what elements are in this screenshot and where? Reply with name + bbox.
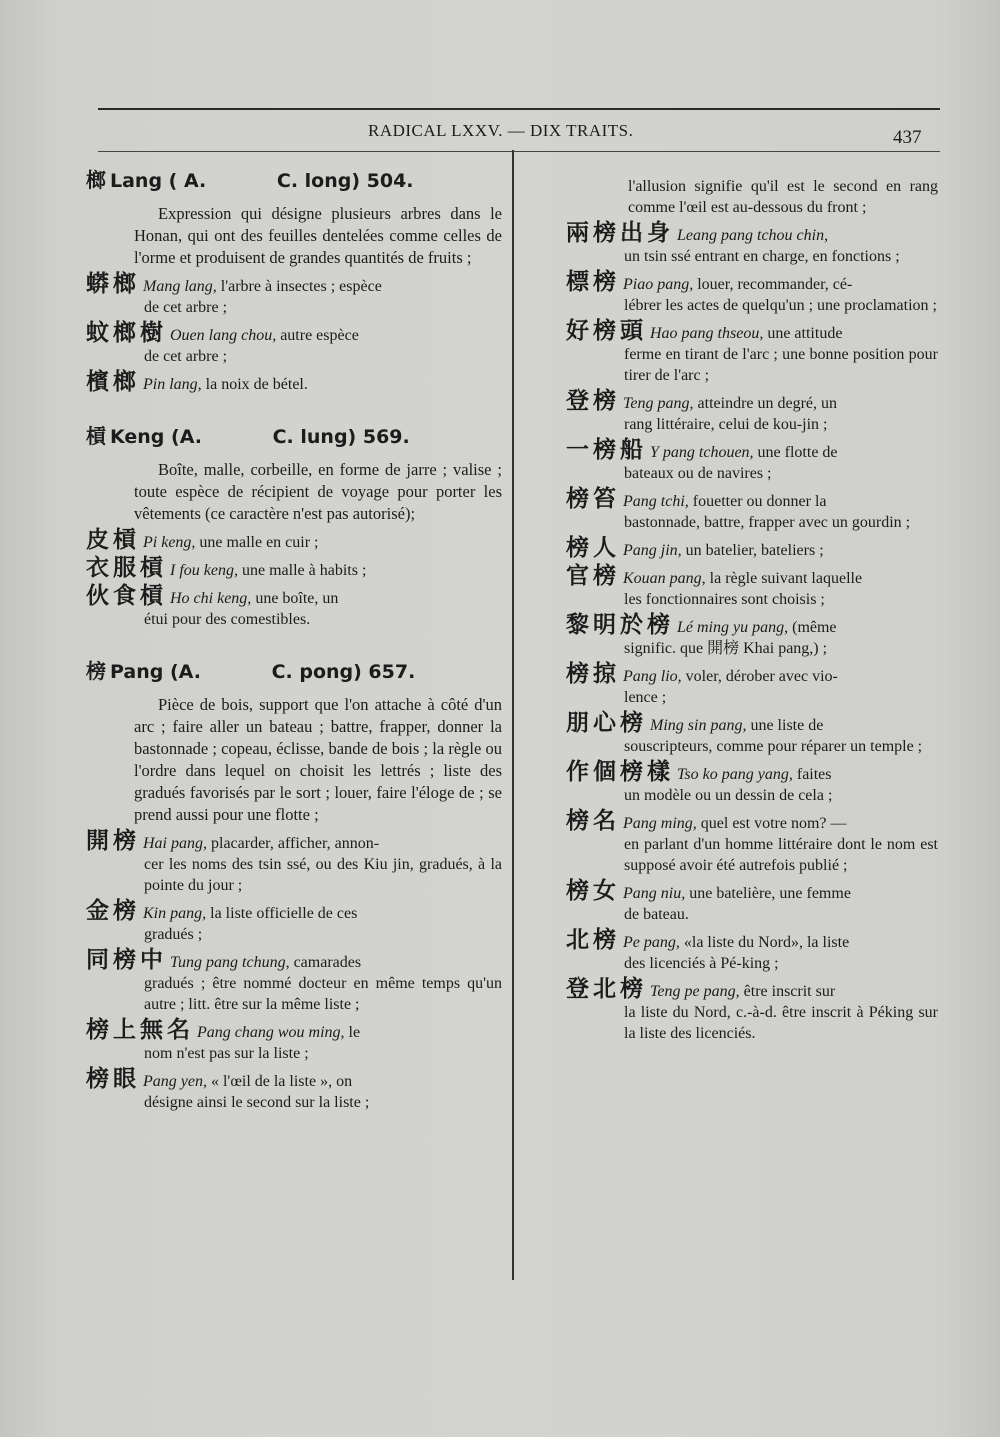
compound-romanization: Teng pe pang, [650,983,740,1000]
top-rule [98,108,940,110]
compound-gloss: la règle suivant laquelle [705,570,863,587]
compound-gloss: une attitude [763,325,843,342]
compound-hanzi: 好榜頭 [566,318,647,344]
compound-entry [566,535,938,561]
compound-hanzi: 兩榜出身 [566,220,674,246]
compound-hanzi: 登北榜 [566,976,647,1002]
compound-gloss-continuation: de cet arbre ; [144,299,228,316]
compound-hanzi: 榜上無名 [86,1017,194,1043]
compound-gloss-continuation: les fonctionnaires sont choisis ; [624,591,825,608]
compound-gloss-continuation: de bateau. [624,906,689,923]
compound-gloss-continuation: gradués ; [144,926,203,943]
compound-hanzi: 黎明於榜 [566,612,674,638]
compound-romanization: Leang pang tchou chin, [677,227,829,244]
compound-gloss-continuation: un tsin ssé entrant en charge, en fonctions ; [624,248,900,265]
compound-gloss: une liste de [746,717,824,734]
compound-gloss: le [344,1024,361,1041]
compound-romanization: Tso ko pang yang, [677,766,793,783]
headword-lang [86,164,502,193]
compound-hanzi: 皮槓 [86,527,140,553]
header-rule [98,151,940,152]
compound-entry [86,369,502,395]
compound-gloss-continuation: en parlant d'un homme littéraire dont le nom est supposé avoir été autrefois publié ; [624,836,938,874]
compound-gloss: « l'œil de la liste », on [206,1073,353,1090]
compound-gloss: louer, recommander, cé- [693,276,853,293]
compound-entry [86,320,502,367]
compound-gloss-continuation: un modèle ou un dessin de cela ; [624,787,833,804]
definition-text: Expression qui désigne plusieurs arbres dans le Honan, qui ont des feuilles dentelées comme celles de l'orme et produisent de grandes quantités de fruits ; [134,204,502,267]
headword-romanization: Keng (A. [110,426,202,448]
compound-list [86,271,502,395]
headword-romanization: Lang ( A. [110,170,207,192]
compound-entry [86,1017,502,1064]
compound-hanzi: 朋心榜 [566,710,647,736]
compound-gloss: une flotte de [753,444,838,461]
definition-text: Boîte, malle, corbeille, en forme de jarre ; valise ; toute espèce de récipient de voyage pour porter les vêtements (ce caractère n'est pas autorisé); [134,460,502,523]
compound-gloss: être inscrit sur [739,983,836,1000]
compound-entry [86,1066,502,1113]
compound-gloss: l'arbre à insectes ; espèce [216,278,382,295]
headword-hanzi: 榔 [86,168,106,192]
headword-reference: C. lung) 569. [272,426,410,448]
compound-romanization: Pe pang, [623,934,680,951]
compound-gloss: une malle à habits ; [237,562,367,579]
compound-romanization: Hao pang thseou, [650,325,764,342]
compound-entry [86,271,502,318]
compound-entry [566,710,938,757]
compound-hanzi: 伙食槓 [86,583,167,609]
compound-gloss-continuation: étui pour des comestibles. [144,611,311,628]
compound-gloss-continuation: désigne ainsi le second sur la liste ; [144,1094,370,1111]
page-number: 437 [893,127,922,148]
column-divider [512,150,514,1280]
compound-romanization: Pang niu, [623,885,686,902]
compound-entry [566,878,938,925]
compound-romanization: Teng pang, [623,395,694,412]
compound-romanization: Ouen lang chou, [170,327,277,344]
compound-gloss: quel est votre nom? — [696,815,847,832]
compound-list [566,220,938,1044]
compound-hanzi: 榜名 [566,808,620,834]
compound-hanzi: 蚊榔樹 [86,320,167,346]
continued-text: l'allusion signifie qu'il est le second en rang comme l'œil est au-dessous du front ; [628,178,938,216]
compound-romanization: Pang lio, [623,668,682,685]
compound-entry [566,486,938,533]
compound-list [86,527,502,630]
compound-entry [86,898,502,945]
compound-romanization: Ming sin pang, [650,717,747,734]
entry-section-pang [86,655,502,1113]
compound-romanization: Kin pang, [143,905,207,922]
compound-entry [566,318,938,386]
compound-gloss: voler, dérober avec vio- [681,668,838,685]
compound-gloss: un batelier, bateliers ; [681,542,824,559]
compound-romanization: Lé ming yu pang, [677,619,789,636]
compound-entry [86,828,502,896]
entry-section-keng [86,420,502,630]
compound-gloss: la liste officielle de ces [206,905,358,922]
compound-romanization: Ho chi keng, [170,590,252,607]
running-header [98,117,940,151]
headword-romanization: Pang (A. [110,661,201,683]
compound-hanzi: 榜人 [566,535,620,561]
compound-gloss-continuation: nom n'est pas sur la liste ; [144,1045,309,1062]
compound-gloss-continuation: bastonnade, battre, frapper avec un gourdin ; [624,514,911,531]
entry-section-lang [86,164,502,395]
compound-entry [566,563,938,610]
right-column [566,164,938,1047]
headword-reference: C. long) 504. [276,170,414,192]
compound-gloss-continuation: cer les noms des tsin ssé, ou des Kiu jin, gradués, à la pointe du jour ; [144,856,502,894]
compound-hanzi: 榜掠 [566,661,620,687]
compound-romanization: Pang yen, [143,1073,207,1090]
compound-hanzi: 官榜 [566,563,620,589]
compound-entry [86,555,502,581]
compound-hanzi: 作個榜樣 [566,759,674,785]
compound-hanzi: 同榜中 [86,947,167,973]
headword-keng [86,420,502,449]
compound-entry [566,976,938,1044]
compound-hanzi: 榜笞 [566,486,620,512]
compound-entry [566,220,938,267]
compound-gloss: la noix de bétel. [201,376,308,393]
compound-romanization: Pang tchi, [623,493,689,510]
compound-romanization: Pang ming, [623,815,697,832]
compound-entry [566,612,938,659]
header-title: RADICAL LXXV. — DIX TRAITS. [368,121,634,140]
compound-hanzi: 開榜 [86,828,140,854]
compound-entry [566,661,938,708]
compound-hanzi: 榜女 [566,878,620,904]
compound-romanization: Pang jin, [623,542,682,559]
compound-romanization: Pin lang, [143,376,202,393]
compound-gloss-continuation: lence ; [624,689,667,706]
compound-romanization: Y pang tchouen, [650,444,754,461]
definition-text: Pièce de bois, support que l'on attache à côté d'un arc ; faire aller un bateau ; battre, frapper, donner la bastonnade ; copeau, éclisse, bande de bois ; la règle ou l'ordre dans lequel on choisit les lettrés ; liste des gradués favorisés par le sort ; louer, faire l'éloge de ; se prend aussi pour une flotte ; [134,695,502,824]
compound-gloss: «la liste du Nord», la liste [679,934,850,951]
compound-hanzi: 標榜 [566,269,620,295]
compound-hanzi: 金榜 [86,898,140,924]
compound-romanization: Kouan pang, [623,570,706,587]
compound-romanization: Mang lang, [143,278,217,295]
compound-romanization: Tung pang tchung, [170,954,290,971]
compound-gloss: une malle en cuir ; [195,534,319,551]
compound-gloss: (même [788,619,837,636]
compound-entry [566,808,938,876]
compound-hanzi: 一榜船 [566,437,647,463]
compound-entry [566,388,938,435]
compound-hanzi: 榜眼 [86,1066,140,1092]
compound-hanzi: 登榜 [566,388,620,414]
compound-romanization: Pi keng, [143,534,196,551]
compound-romanization: Pang chang wou ming, [197,1024,345,1041]
compound-hanzi: 蟒榔 [86,271,140,297]
compound-gloss-continuation: des licenciés à Pé-king ; [624,955,779,972]
compound-gloss-continuation: signific. que 開榜 Khai pang,) ; [624,640,828,657]
compound-gloss: fouetter ou donner la [688,493,827,510]
compound-gloss: une batelière, une femme [685,885,851,902]
compound-gloss-continuation: gradués ; être nommé docteur en même temps qu'un autre ; litt. être sur la même liste ; [144,975,502,1013]
compound-gloss: camarades [289,954,362,971]
compound-list [86,828,502,1113]
compound-gloss-continuation: rang littéraire, celui de kou-jin ; [624,416,828,433]
compound-gloss-continuation: la liste du Nord, c.-à-d. être inscrit à Péking sur la liste des licenciés. [624,1004,938,1042]
compound-gloss-continuation: lébrer les actes de quelqu'un ; une proclamation ; [624,297,937,314]
compound-gloss-continuation: ferme en tirant de l'arc ; une bonne position pour tirer de l'arc ; [624,346,938,384]
headword-hanzi: 槓 [86,424,106,448]
compound-gloss: placarder, afficher, annon- [207,835,380,852]
compound-gloss-continuation: souscripteurs, comme pour réparer un temple ; [624,738,923,755]
compound-entry [566,927,938,974]
headword-reference: C. pong) 657. [271,661,416,683]
compound-hanzi: 檳榔 [86,369,140,395]
compound-hanzi: 衣服槓 [86,555,167,581]
compound-hanzi: 北榜 [566,927,620,953]
compound-entry [86,583,502,630]
compound-entry [566,269,938,316]
compound-gloss-continuation: de cet arbre ; [144,348,228,365]
compound-gloss-continuation: bateaux ou de navires ; [624,465,772,482]
compound-gloss: une boîte, un [251,590,339,607]
compound-romanization: I fou keng, [170,562,238,579]
compound-romanization: Hai pang, [143,835,207,852]
headword-pang [86,655,502,684]
compound-entry [566,759,938,806]
compound-entry [86,527,502,553]
compound-gloss: autre espèce [276,327,359,344]
left-column [86,164,502,1116]
compound-entry [566,437,938,484]
compound-entry [86,947,502,1015]
compound-gloss: atteindre un degré, un [693,395,838,412]
compound-gloss: faites [792,766,832,783]
headword-hanzi: 榜 [86,659,106,683]
compound-romanization: Piao pang, [623,276,694,293]
